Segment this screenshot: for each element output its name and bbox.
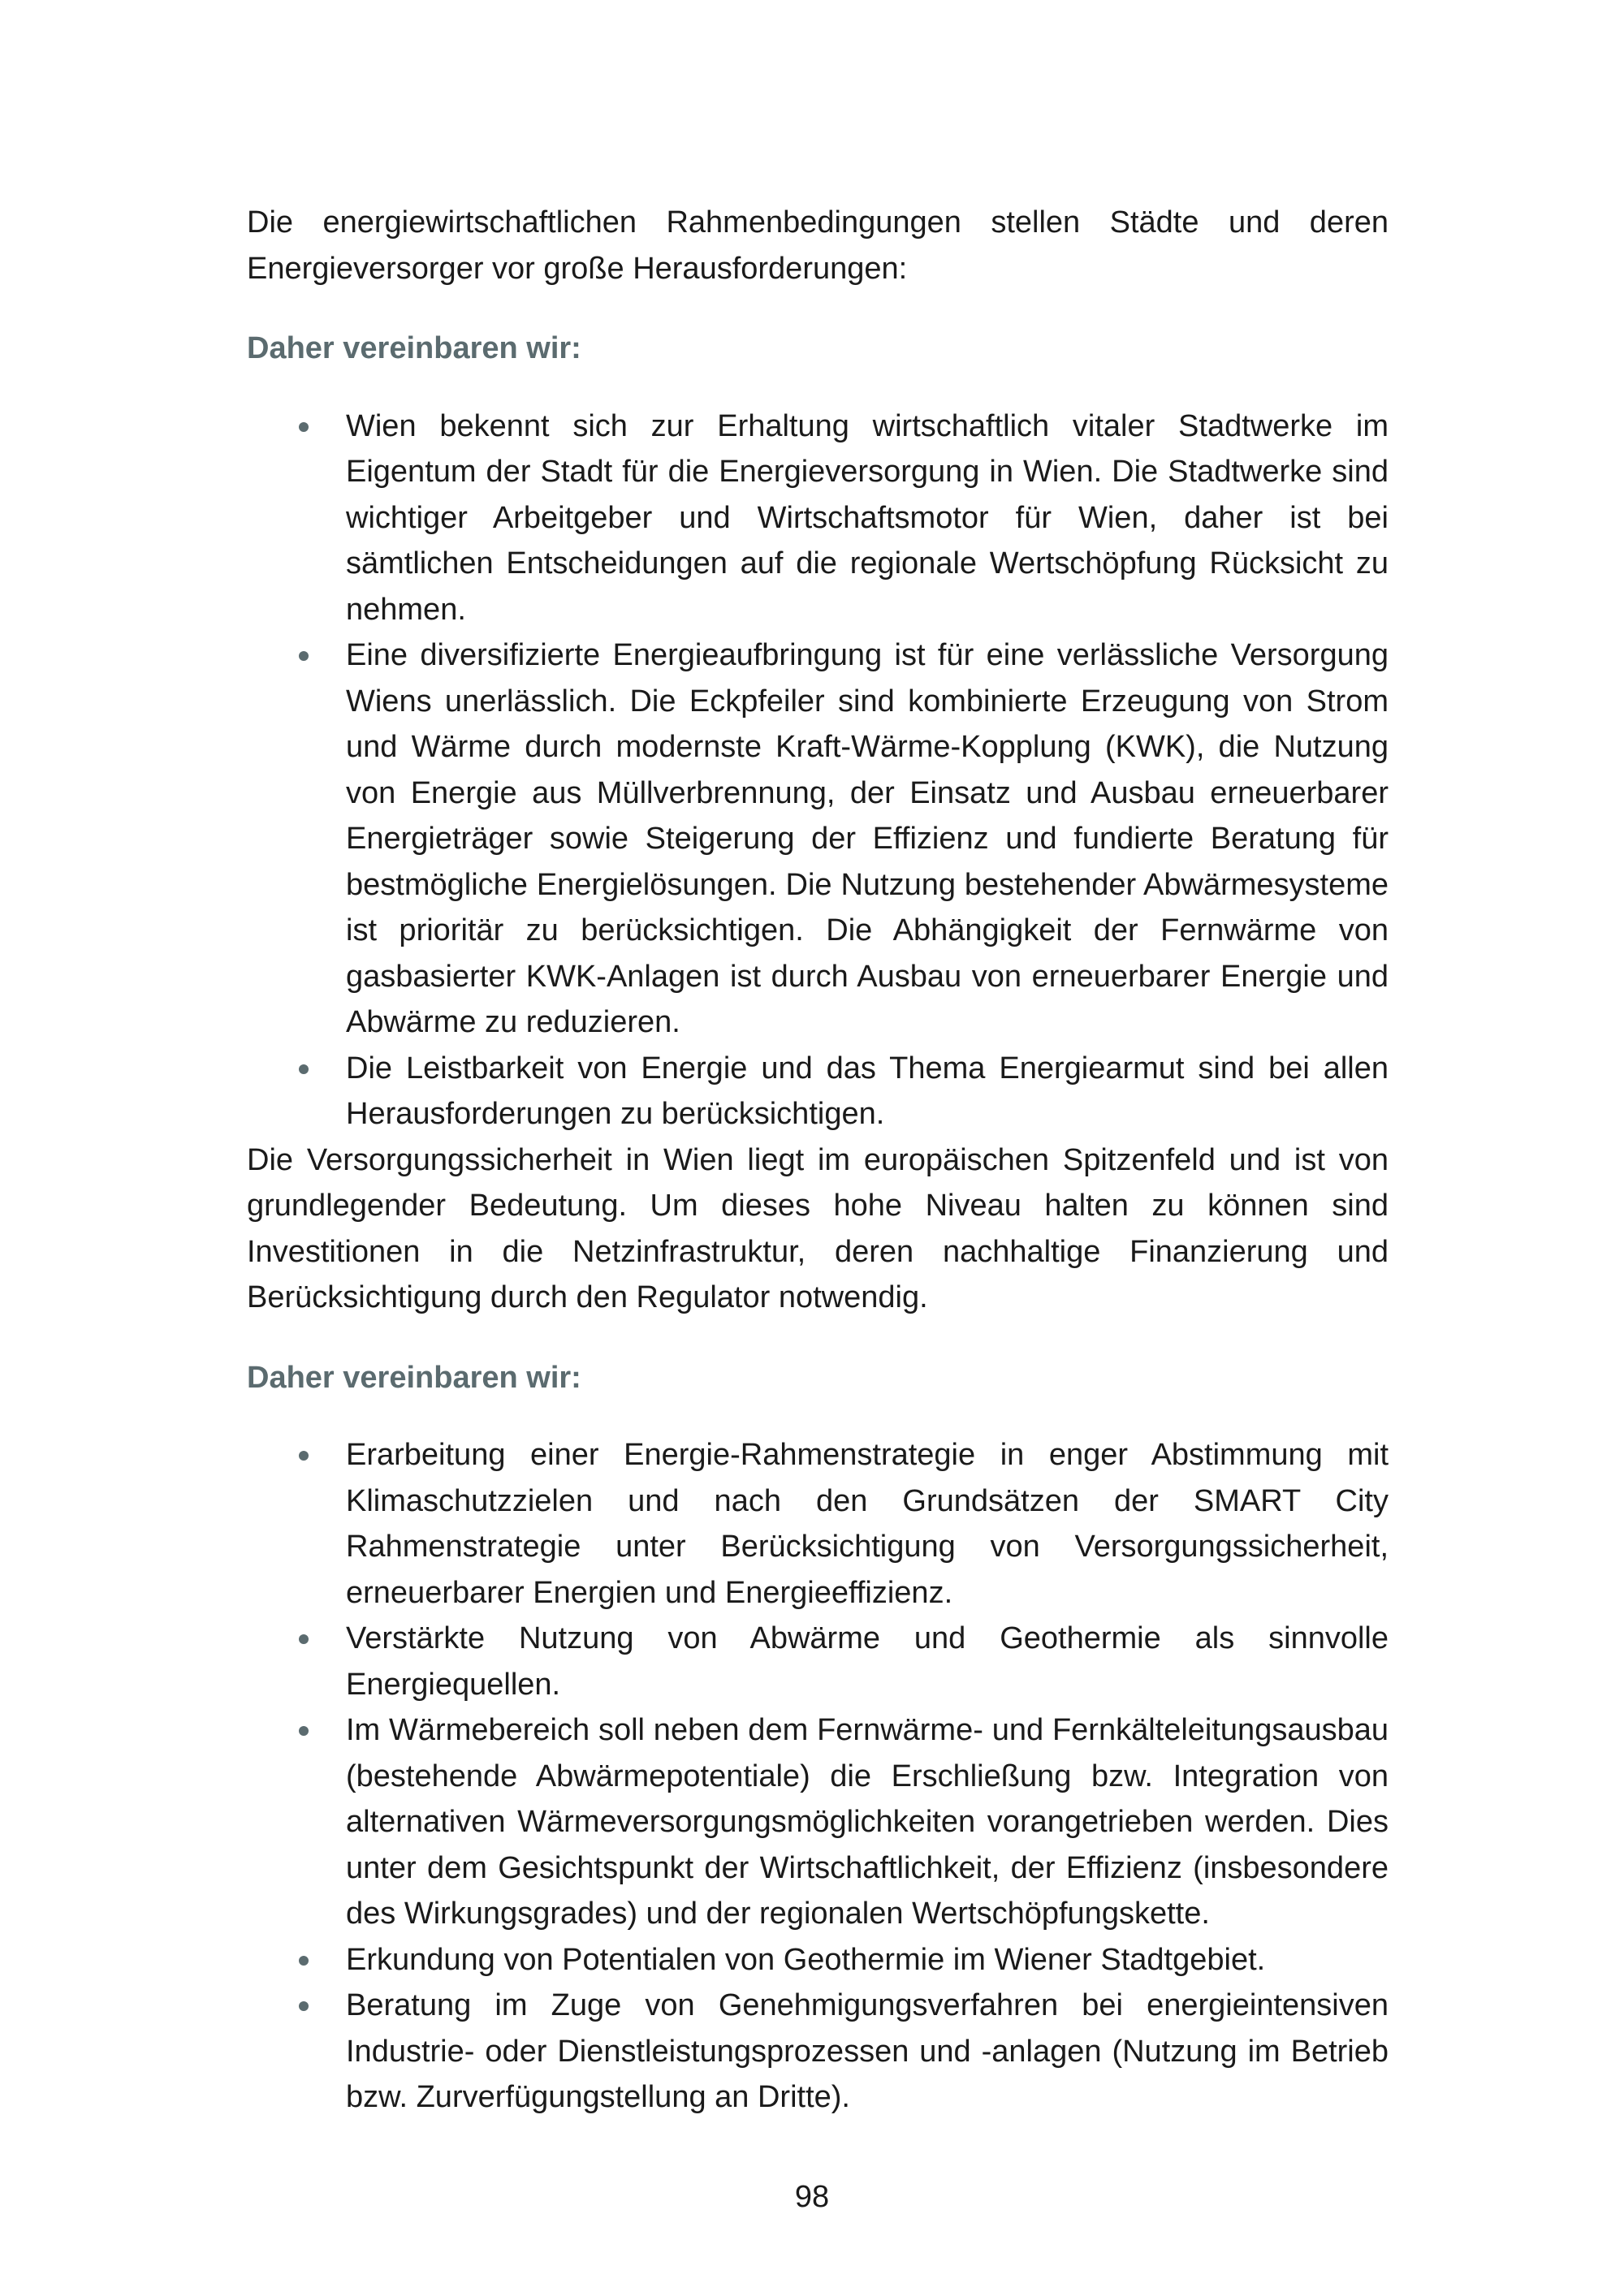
bullet-list-1 bbox=[247, 404, 1389, 1137]
list-item: Die Leistbarkeit von Energie und das Thema Energiearmut sind bei allen Herausforderungen zu berücksichtigen. bbox=[346, 1046, 1389, 1137]
section-heading-1: Daher vereinbaren wir: bbox=[247, 331, 581, 365]
document-page bbox=[247, 200, 1389, 2121]
page-number: 98 bbox=[794, 2180, 830, 2214]
intro-paragraph: Die energiewirtschaftlichen Rahmenbedingungen stellen Städte und deren Energieversorger vor große Herausforderungen: bbox=[247, 205, 1389, 286]
body-paragraph: Die Versorgungssicherheit in Wien liegt im europäischen Spitzenfeld und ist von grundlegender Bedeutung. Um dieses hohe Niveau halten zu können sind Investitionen in die Netzinfrastruktur, deren nachhaltige Finanzierung und Berücksichtigung durch den Regulator notwendig. bbox=[247, 1142, 1389, 1314]
section-heading-2: Daher vereinbaren wir: bbox=[247, 1360, 581, 1395]
list-item: Erkundung von Potentialen von Geothermie im Wiener Stadtgebiet. bbox=[346, 1937, 1389, 1983]
list-item: Eine diversifizierte Energieaufbringung ist für eine verlässliche Versorgung Wiens unerlässlich. Die Eckpfeiler sind kombinierte Erzeugung von Strom und Wärme durch modernste Kraft-Wärme-Kopplung (KWK), die Nutzung von Energie aus Müllverbrennung, der Einsatz und Ausbau erneuerbarer Energieträger sowie Steigerung der Effizienz und fundierte Beratung für bestmögliche Energielösungen. Die Nutzung bestehender Abwärmesysteme ist prioritär zu berücksichtigen. Die Abhängigkeit der Fernwärme von gasbasierter KWK-Anlagen ist durch Ausbau von erneuerbarer Energie und Abwärme zu reduzieren. bbox=[346, 632, 1389, 1046]
list-item: Verstärkte Nutzung von Abwärme und Geothermie als sinnvolle Energiequellen. bbox=[346, 1616, 1389, 1707]
list-item: Beratung im Zuge von Genehmigungsverfahren bei energieintensiven Industrie- oder Dienstleistungsprozessen und -anlagen (Nutzung im Betrieb bzw. Zurverfügungstellung an Dritte). bbox=[346, 1983, 1389, 2121]
list-item: Erarbeitung einer Energie-Rahmenstrategie in enger Abstimmung mit Klimaschutzzielen und nach den Grundsätzen der SMART City Rahmenstrategie unter Berücksichtigung von Versorgungssicherheit, erneuerbarer Energien und Energieeffizienz. bbox=[346, 1432, 1389, 1616]
list-item: Wien bekennt sich zur Erhaltung wirtschaftlich vitaler Stadtwerke im Eigentum der Stadt für die Energieversorgung in Wien. Die Stadtwerke sind wichtiger Arbeitgeber und Wirtschaftsmotor für Wien, daher ist bei sämtlichen Entscheidungen auf die regionale Wertschöpfung Rücksicht zu nehmen. bbox=[346, 404, 1389, 633]
bullet-list-2 bbox=[247, 1432, 1389, 2121]
list-item: Im Wärmebereich soll neben dem Fernwärme- und Fernkälteleitungsausbau (bestehende Abwärmepotentiale) die Erschließung bzw. Integration von alternativen Wärmeversorgungsmöglichkeiten vorangetrieben werden. Dies unter dem Gesichtspunkt der Wirtschaftlichkeit, der Effizienz (insbesondere des Wirkungsgrades) und der regionalen Wertschöpfungskette. bbox=[346, 1707, 1389, 1937]
